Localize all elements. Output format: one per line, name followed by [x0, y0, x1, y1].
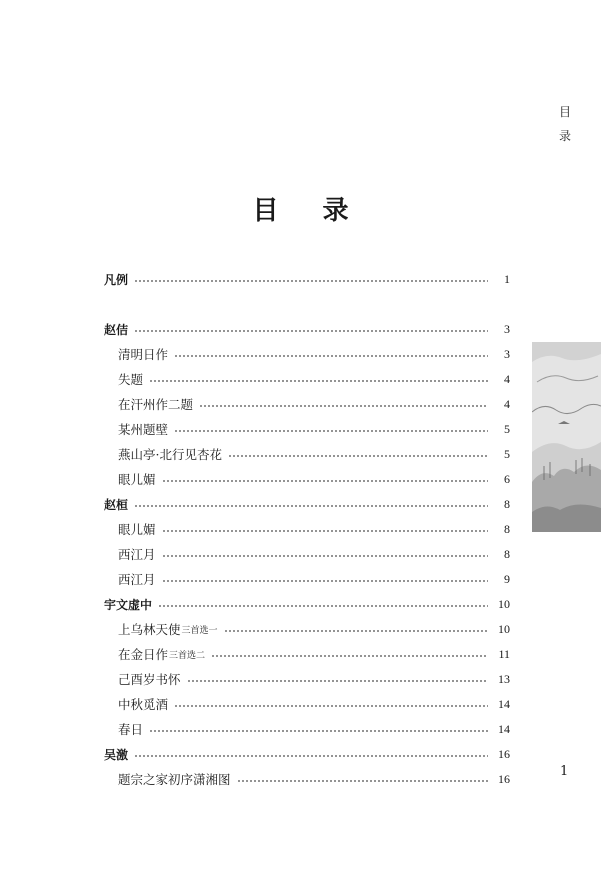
dot-leader: [228, 455, 488, 457]
toc-entry-page: 14: [498, 696, 510, 711]
toc-poem-entry[interactable]: [104, 668, 510, 690]
toc-entry-title: 春日: [118, 722, 144, 737]
toc-entry-title: 在金日作: [118, 647, 169, 662]
dot-leader: [174, 705, 488, 707]
dot-leader: [162, 580, 488, 582]
toc-entry-title: 凡例: [104, 272, 129, 287]
toc-entry-page: 5: [504, 446, 510, 461]
toc-entry-page: 13: [498, 671, 510, 686]
dot-leader: [237, 780, 488, 782]
running-header-char: 目: [558, 105, 571, 119]
dot-leader: [174, 355, 488, 357]
toc-poem-entry[interactable]: [104, 568, 510, 590]
dot-leader: [134, 755, 488, 757]
toc-entry-page: 8: [504, 546, 510, 561]
toc-author-entry[interactable]: [104, 593, 510, 615]
toc-entry-page: 4: [504, 396, 510, 411]
toc-poem-entry[interactable]: [104, 468, 510, 490]
toc-entry-title: 眼儿媚: [118, 522, 156, 537]
toc-entry-page: 11: [498, 646, 510, 661]
dot-leader: [162, 480, 488, 482]
page-number: 1: [560, 764, 569, 779]
dot-leader: [174, 430, 488, 432]
dot-leader: [162, 555, 488, 557]
toc-entry-title: 中秋觅酒: [118, 697, 169, 712]
toc-entry-title: 失题: [118, 372, 144, 387]
toc-entry-page: 16: [498, 746, 510, 761]
toc-author-entry[interactable]: [104, 743, 510, 765]
landscape-painting-decoration: [532, 342, 601, 532]
toc-poem-entry[interactable]: [104, 768, 510, 790]
page-title: 目录: [252, 196, 393, 226]
dot-leader: [149, 380, 488, 382]
toc-entry-page: 8: [504, 521, 510, 536]
toc-poem-entry[interactable]: [104, 543, 510, 565]
dot-leader: [134, 505, 488, 507]
dot-leader: [199, 405, 488, 407]
toc-entry-page: 14: [498, 721, 510, 736]
running-header-char: 录: [558, 129, 571, 143]
toc-entry-title: 在汗州作二题: [118, 397, 194, 412]
toc-entry-title: 燕山亭·北行见杏花: [118, 447, 222, 462]
toc-entry-title: 题宗之家初序潇湘图: [118, 772, 231, 787]
toc-entry-page: 5: [504, 421, 510, 436]
toc-poem-entry[interactable]: [104, 343, 510, 365]
toc-entry-page: 9: [504, 571, 510, 586]
toc-entry-page: 3: [504, 346, 510, 361]
toc-poem-entry[interactable]: [104, 518, 510, 540]
running-header: [558, 100, 572, 148]
toc-entry-title: 吴激: [104, 747, 129, 762]
toc-entry-page: 8: [504, 496, 510, 511]
toc-entry-title: 赵佶: [104, 322, 129, 337]
dot-leader: [211, 655, 488, 657]
toc-entry-note: 三首选一: [181, 625, 218, 636]
dot-leader: [162, 530, 488, 532]
toc-author-entry[interactable]: [104, 493, 510, 515]
toc-poem-entry[interactable]: [104, 693, 510, 715]
toc-poem-entry[interactable]: [104, 368, 510, 390]
toc-poem-entry[interactable]: [104, 418, 510, 440]
toc-entry-title: 宇文虚中: [104, 597, 153, 612]
toc-entry-title: 清明日作: [118, 347, 169, 362]
toc-author-entry[interactable]: [104, 268, 510, 290]
toc-entry-page: 16: [498, 771, 510, 786]
toc-entry-title: 上乌林天使: [118, 622, 181, 637]
toc-entry-title: 某州题壁: [118, 422, 169, 437]
toc-entry-title: 己酉岁书怀: [118, 672, 181, 687]
toc-entry-page: 3: [504, 321, 510, 336]
toc-poem-entry[interactable]: [104, 718, 510, 740]
toc-poem-entry[interactable]: [104, 393, 510, 415]
dot-leader: [187, 680, 488, 682]
toc-entry-title: 西江月: [118, 572, 156, 587]
toc-poem-entry[interactable]: [104, 443, 510, 465]
dot-leader: [224, 630, 488, 632]
toc-author-entry[interactable]: [104, 318, 510, 340]
dot-leader: [134, 280, 488, 282]
toc-entry-page: 10: [498, 621, 510, 636]
toc-entry-title: 西江月: [118, 547, 156, 562]
toc-entry-title: 赵桓: [104, 497, 129, 512]
dot-leader: [158, 605, 488, 607]
toc-entry-note: 三首选二: [169, 650, 206, 661]
toc-entry-page: 1: [504, 271, 510, 286]
toc-entry-page: 10: [498, 596, 510, 611]
toc-poem-entry[interactable]: [104, 618, 510, 640]
toc-entry-page: 4: [504, 371, 510, 386]
toc-entry-title: 眼儿媚: [118, 472, 156, 487]
dot-leader: [134, 330, 488, 332]
toc-entry-page: 6: [504, 471, 510, 486]
toc-poem-entry[interactable]: [104, 643, 510, 665]
dot-leader: [149, 730, 488, 732]
